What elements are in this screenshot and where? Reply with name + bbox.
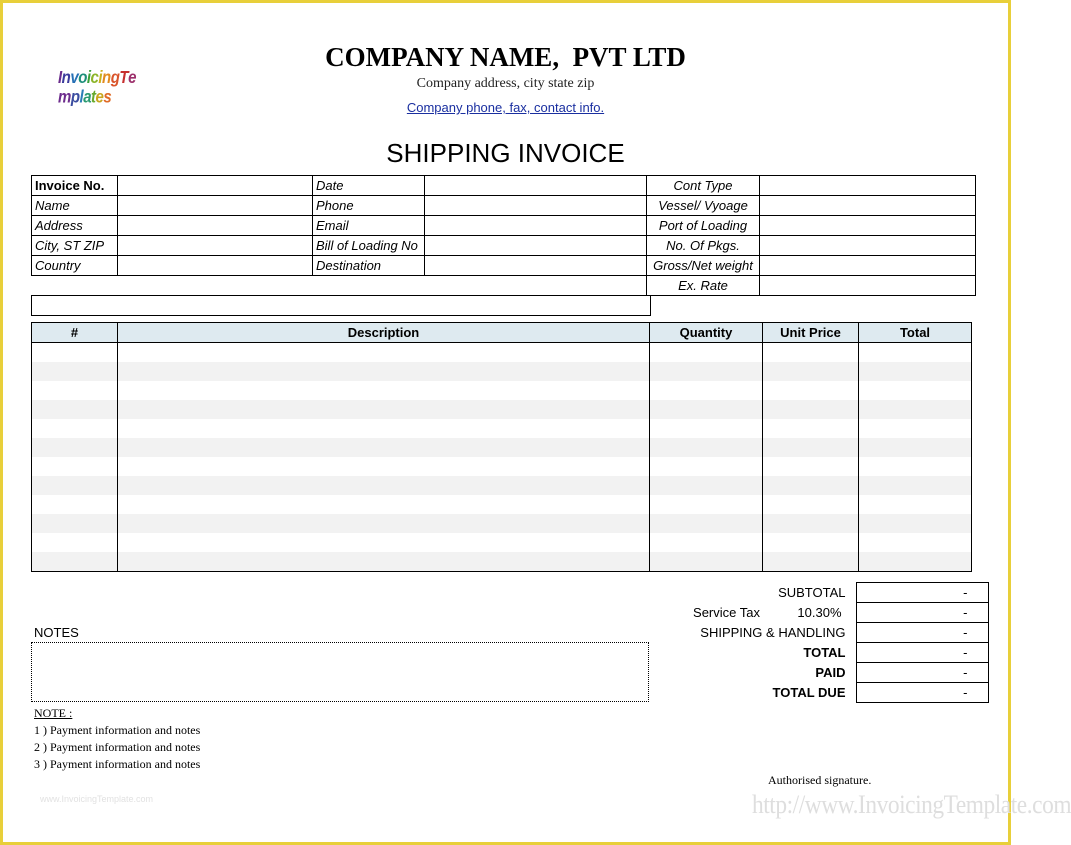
bill-of-loading-label: Bill of Loading No — [313, 236, 425, 256]
company-address: Company address, city state zip — [416, 76, 595, 91]
phone-field[interactable] — [425, 196, 647, 216]
col-header-num: # — [32, 323, 118, 343]
invoice-no-field[interactable] — [118, 176, 313, 196]
item-description-cell[interactable] — [118, 476, 650, 495]
total-due-row — [650, 683, 988, 703]
payment-note-1: 1 ) Payment information and notes — [34, 723, 201, 737]
info-row — [32, 256, 976, 276]
country-field[interactable] — [118, 256, 313, 276]
pkgs-label: No. Of Pkgs. — [647, 236, 760, 256]
item-total-cell[interactable] — [859, 343, 972, 363]
weight-label: Gross/Net weight — [647, 256, 760, 276]
item-total-cell[interactable] — [859, 533, 972, 552]
item-total-cell[interactable] — [859, 552, 972, 572]
pkgs-field[interactable] — [760, 236, 976, 256]
item-quantity-cell[interactable] — [650, 343, 763, 363]
table-row — [32, 495, 972, 514]
logo-letter: T — [119, 68, 129, 88]
watermark-text: http://www.InvoicingTemplate.com — [752, 790, 1071, 819]
extra-info-field[interactable] — [31, 295, 651, 316]
vessel-field[interactable] — [760, 196, 976, 216]
item-description-cell[interactable] — [118, 362, 650, 381]
company-contact-link[interactable]: Company phone, fax, contact info. — [406, 100, 605, 115]
address-label: Address — [32, 216, 118, 236]
logo-letter: v — [70, 68, 79, 88]
item-description-cell[interactable] — [118, 457, 650, 476]
item-num-cell[interactable] — [32, 362, 118, 381]
item-total-cell[interactable] — [859, 438, 972, 457]
item-unit-price-cell[interactable] — [763, 419, 859, 438]
port-of-loading-field[interactable] — [760, 216, 976, 236]
item-num-cell[interactable] — [32, 438, 118, 457]
ex-rate-field[interactable] — [760, 276, 976, 296]
company-name: COMPANY NAME, PVT LTD — [325, 42, 686, 72]
item-num-cell[interactable] — [32, 381, 118, 400]
email-field[interactable] — [425, 216, 647, 236]
info-row — [32, 236, 976, 256]
logo-letter: I — [58, 68, 62, 88]
shipping-info-table — [31, 175, 976, 296]
item-unit-price-cell[interactable] — [763, 476, 859, 495]
subtotal-label: SUBTOTAL — [778, 585, 846, 600]
name-label: Name — [32, 196, 118, 216]
note-heading: NOTE : — [34, 706, 73, 720]
shipping-label: SHIPPING & HANDLING — [700, 625, 846, 640]
item-total-cell[interactable] — [859, 362, 972, 381]
col-header-quantity: Quantity — [650, 323, 763, 343]
logo-letter: a — [83, 87, 92, 108]
destination-field[interactable] — [425, 256, 647, 276]
tax-label: Service Tax — [693, 605, 760, 620]
item-quantity-cell[interactable] — [650, 476, 763, 495]
paid-value[interactable]: - — [856, 663, 988, 683]
table-row — [32, 343, 972, 363]
item-total-cell[interactable] — [859, 495, 972, 514]
item-num-cell[interactable] — [32, 400, 118, 419]
port-of-loading-label: Port of Loading — [647, 216, 760, 236]
item-quantity-cell[interactable] — [650, 457, 763, 476]
date-field[interactable] — [425, 176, 647, 196]
item-num-cell[interactable] — [32, 552, 118, 572]
destination-label: Destination — [313, 256, 425, 276]
info-row — [32, 216, 976, 236]
items-table — [31, 322, 972, 572]
ex-rate-label: Ex. Rate — [647, 276, 760, 296]
item-num-cell[interactable] — [32, 343, 118, 363]
logo-letter: m — [58, 87, 71, 108]
notes-textarea[interactable] — [31, 642, 649, 702]
email-label: Email — [313, 216, 425, 236]
items-header-row — [32, 323, 972, 343]
logo-letter: l — [79, 87, 84, 108]
item-total-cell[interactable] — [859, 457, 972, 476]
invoice-no-label: Invoice No. — [32, 176, 118, 196]
logo-letter: e — [95, 87, 104, 108]
subtotal-value: - — [856, 583, 988, 603]
cont-type-field[interactable] — [760, 176, 976, 196]
logo-letter: c — [90, 68, 99, 88]
item-total-cell[interactable] — [859, 400, 972, 419]
items-body — [32, 343, 972, 572]
table-row — [32, 362, 972, 381]
item-quantity-cell[interactable] — [650, 495, 763, 514]
logo-letter: e — [128, 68, 136, 88]
logo-letter: t — [91, 87, 96, 108]
total-value: - — [856, 643, 988, 663]
country-label: Country — [32, 256, 118, 276]
logo-letter: n — [102, 68, 111, 88]
total-due-value: - — [856, 683, 988, 703]
item-description-cell[interactable] — [118, 514, 650, 533]
subtotal-row — [650, 583, 988, 603]
item-unit-price-cell[interactable] — [763, 343, 859, 363]
address-field[interactable] — [118, 216, 313, 236]
total-row — [650, 643, 988, 663]
name-field[interactable] — [118, 196, 313, 216]
item-quantity-cell[interactable] — [650, 533, 763, 552]
item-description-cell[interactable] — [118, 400, 650, 419]
item-num-cell[interactable] — [32, 476, 118, 495]
item-unit-price-cell[interactable] — [763, 495, 859, 514]
item-unit-price-cell[interactable] — [763, 514, 859, 533]
col-header-unit-price: Unit Price — [763, 323, 859, 343]
table-row — [32, 552, 972, 572]
item-total-cell[interactable] — [859, 381, 972, 400]
item-unit-price-cell[interactable] — [763, 457, 859, 476]
item-unit-price-cell[interactable] — [763, 362, 859, 381]
notes-label: NOTES — [34, 625, 79, 640]
item-num-cell[interactable] — [32, 457, 118, 476]
item-description-cell[interactable] — [118, 495, 650, 514]
totals-table — [650, 582, 989, 703]
paid-label: PAID — [815, 665, 846, 680]
tax-value: - — [856, 603, 988, 623]
logo-letter: o — [78, 68, 87, 88]
weight-field[interactable] — [760, 256, 976, 276]
payment-note-3: 3 ) Payment information and notes — [34, 757, 201, 771]
item-description-cell[interactable] — [118, 419, 650, 438]
city-field[interactable] — [118, 236, 313, 256]
table-row — [32, 533, 972, 552]
bill-of-loading-field[interactable] — [425, 236, 647, 256]
shipping-value[interactable]: - — [856, 623, 988, 643]
item-quantity-cell[interactable] — [650, 514, 763, 533]
table-row — [32, 438, 972, 457]
paid-row — [650, 663, 988, 683]
logo-letter: p — [70, 87, 80, 108]
item-total-cell[interactable] — [859, 476, 972, 495]
table-row — [32, 514, 972, 533]
tax-rate[interactable]: 10.30% — [797, 605, 842, 620]
authorised-signature: Authorised signature. — [768, 773, 872, 787]
item-quantity-cell[interactable] — [650, 400, 763, 419]
item-total-cell[interactable] — [859, 514, 972, 533]
col-header-total: Total — [859, 323, 972, 343]
item-num-cell[interactable] — [32, 495, 118, 514]
item-quantity-cell[interactable] — [650, 419, 763, 438]
item-total-cell[interactable] — [859, 419, 972, 438]
total-label: TOTAL — [803, 645, 846, 660]
logo-letter: i — [86, 68, 91, 88]
table-row — [32, 419, 972, 438]
footer-url: www.InvoicingTemplate.com — [40, 794, 154, 804]
info-row — [32, 176, 976, 196]
vessel-label: Vessel/ Vyoage — [647, 196, 760, 216]
item-description-cell[interactable] — [118, 438, 650, 457]
item-num-cell[interactable] — [32, 533, 118, 552]
invoice-title: SHIPPING INVOICE — [386, 138, 625, 168]
item-unit-price-cell[interactable] — [763, 381, 859, 400]
item-unit-price-cell[interactable] — [763, 438, 859, 457]
item-quantity-cell[interactable] — [650, 362, 763, 381]
item-quantity-cell[interactable] — [650, 552, 763, 572]
city-label: City, ST ZIP — [32, 236, 118, 256]
table-row — [32, 457, 972, 476]
info-row — [32, 276, 976, 296]
shipping-row — [650, 623, 988, 643]
payment-note-2: 2 ) Payment information and notes — [34, 740, 201, 754]
table-row — [32, 381, 972, 400]
item-quantity-cell[interactable] — [650, 438, 763, 457]
info-spacer — [32, 276, 647, 296]
phone-label: Phone — [313, 196, 425, 216]
cont-type-label: Cont Type — [647, 176, 760, 196]
date-label: Date — [313, 176, 425, 196]
item-quantity-cell[interactable] — [650, 381, 763, 400]
logo-letter: i — [98, 68, 103, 88]
item-num-cell[interactable] — [32, 419, 118, 438]
item-description-cell[interactable] — [118, 552, 650, 572]
item-num-cell[interactable] — [32, 514, 118, 533]
info-row — [32, 196, 976, 216]
item-description-cell[interactable] — [118, 381, 650, 400]
item-description-cell[interactable] — [118, 533, 650, 552]
item-unit-price-cell[interactable] — [763, 400, 859, 419]
item-unit-price-cell[interactable] — [763, 552, 859, 572]
table-row — [32, 476, 972, 495]
total-due-label: TOTAL DUE — [772, 685, 846, 700]
logo-letter: s — [103, 87, 112, 108]
item-unit-price-cell[interactable] — [763, 533, 859, 552]
table-row — [32, 400, 972, 419]
logo-letter: g — [110, 68, 120, 88]
col-header-description: Description — [118, 323, 650, 343]
logo-letter: n — [61, 68, 71, 88]
tax-row — [650, 603, 988, 623]
item-description-cell[interactable] — [118, 343, 650, 363]
